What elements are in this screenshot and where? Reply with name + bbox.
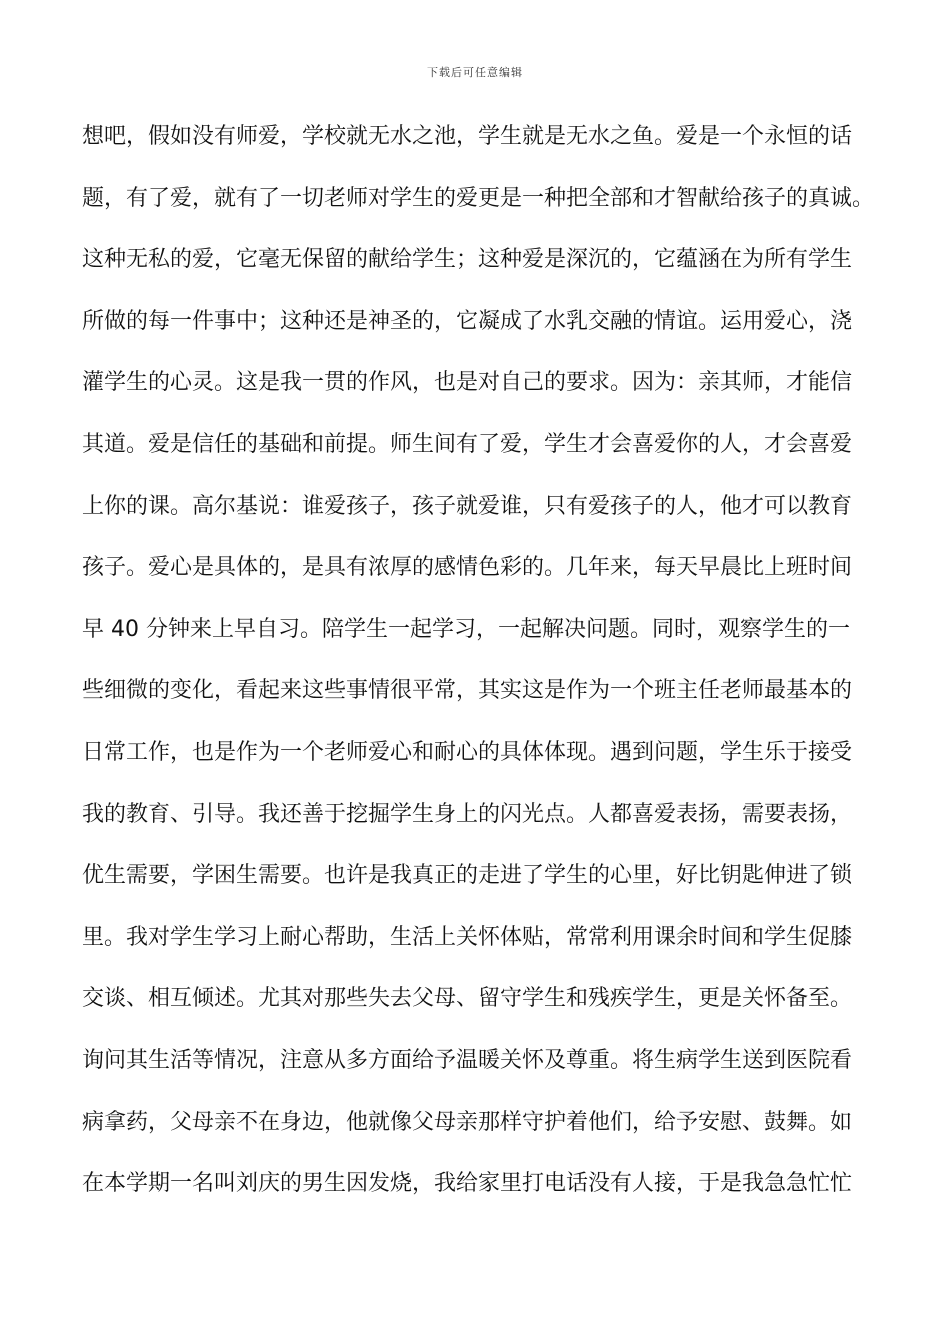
text-line: 里。我对学生学习上耐心帮助，生活上关怀体贴，常常利用课余时间和学生促膝: [82, 924, 853, 950]
text-line: 我的教育、引导。我还善于挖掘学生身上的闪光点。人都喜爱表扬，需要表扬，: [82, 801, 853, 827]
text-line: 所做的每一件事中；这种还是神圣的，它凝成了水乳交融的情谊。运用爱心，浇: [82, 308, 853, 334]
text-line: 这种无私的爱，它毫无保留的献给学生；这种爱是深沉的，它蕴涵在为所有学生: [82, 247, 853, 273]
text-line: 优生需要，学困生需要。也许是我真正的走进了学生的心里，好比钥匙伸进了锁: [82, 863, 853, 889]
text-line: 上你的课。高尔基说：谁爱孩子，孩子就爱谁，只有爱孩子的人，他才可以教育: [82, 493, 853, 519]
text-line: 日常工作，也是作为一个老师爱心和耐心的具体体现。遇到问题，学生乐于接受: [82, 739, 853, 765]
text-line: 询问其生活等情况，注意从多方面给予温暖关怀及尊重。将生病学生送到医院看: [82, 1047, 853, 1073]
header-note: 下载后可任意编辑: [427, 66, 523, 79]
text-line: 灌学生的心灵。这是我一贯的作风，也是对自己的要求。因为：亲其师，才能信: [82, 370, 853, 396]
text-line: 些细微的变化，看起来这些事情很平常，其实这是作为一个班主任老师最基本的: [82, 678, 853, 704]
text-line: 在本学期一名叫刘庆的男生因发烧，我给家里打电话没有人接，于是我急急忙忙: [82, 1171, 853, 1197]
body-text: [82, 116, 875, 1225]
text-line: 想吧，假如没有师爱，学校就无水之池，学生就是无水之鱼。爱是一个永恒的话: [82, 124, 853, 149]
text-line: 早 40 分钟来上早自习。陪学生一起学习，一起解决问题。同时，观察学生的一: [82, 616, 850, 642]
text-line: 孩子。爱心是具体的，是具有浓厚的感情色彩的。几年来，每天早晨比上班时间: [82, 555, 853, 581]
text-line: 交谈、相互倾述。尤其对那些失去父母、留守学生和残疾学生，更是关怀备至。: [82, 986, 853, 1012]
text-line: 题，有了爱，就有了一切老师对学生的爱更是一种把全部和才智献给孩子的真诚。: [82, 185, 875, 211]
text-line: 其道。爱是信任的基础和前提。师生间有了爱，学生才会喜爱你的人，才会喜爱: [82, 431, 853, 457]
text-line: 病拿药，父母亲不在身边，他就像父母亲那样守护着他们，给予安慰、鼓舞。如: [82, 1109, 853, 1135]
